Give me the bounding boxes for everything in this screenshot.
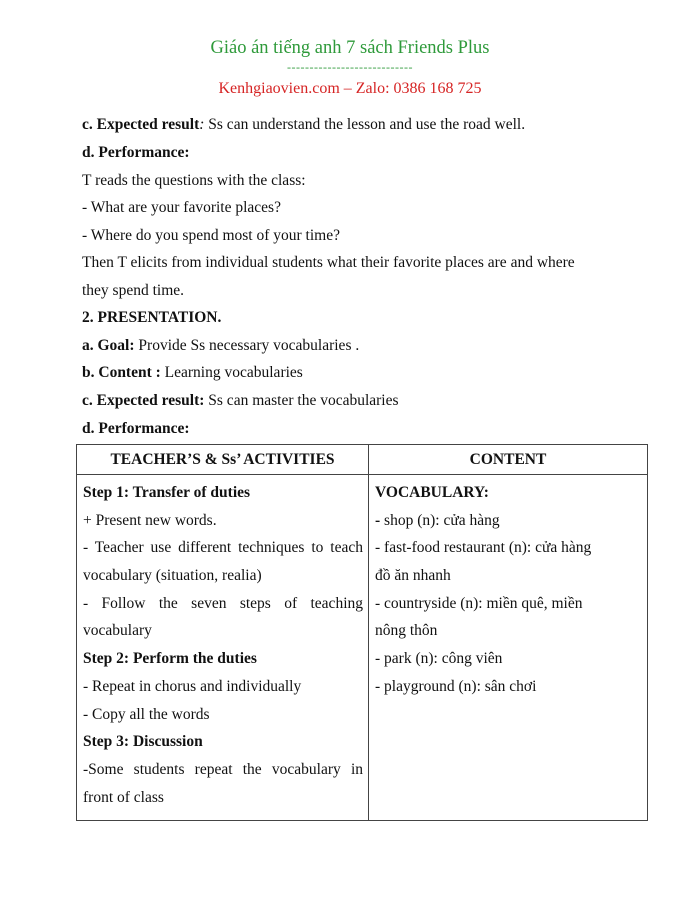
activity-line: - Repeat in chorus and individually xyxy=(83,677,302,695)
vocabulary-line: đồ ăn nhanh xyxy=(375,567,451,585)
header-content: CONTENT xyxy=(369,445,648,475)
activity-line: - Follow the seven steps of teaching xyxy=(83,594,363,612)
goal-line xyxy=(82,337,359,355)
content-text: Learning vocabularies xyxy=(160,364,303,381)
activities-table xyxy=(76,444,648,821)
vocabulary-bullet: - xyxy=(375,511,381,529)
elicit-line-2: they spend time. xyxy=(82,282,185,299)
activity-line: - Teacher use different techniques to teach xyxy=(83,539,363,557)
table-header-row xyxy=(77,445,648,475)
document-title: Giáo án tiếng anh 7 sách Friends Plus xyxy=(210,38,490,58)
expected-result-2 xyxy=(82,392,399,410)
activity-line: front of class xyxy=(83,788,164,806)
header-activities: TEACHER’S & Ss’ ACTIVITIES xyxy=(77,445,369,475)
activity-line: -Some students repeat the vocabulary in xyxy=(83,760,363,778)
performance-1-label: d. Performance: xyxy=(82,144,190,161)
activity-line: vocabulary (situation, realia) xyxy=(83,567,262,585)
vocabulary-text: shop (n): cửa hàng xyxy=(380,511,500,529)
activities-cell xyxy=(77,475,369,821)
vocabulary-line xyxy=(375,507,642,535)
title-divider: ---------------------------- xyxy=(287,60,413,74)
activity-line: - Copy all the words xyxy=(83,705,210,723)
vocabulary-line: VOCABULARY: xyxy=(375,484,489,501)
question-2: - Where do you spend most of your time? xyxy=(82,227,340,244)
expected-result-1-text: Ss can understand the lesson and use the road well. xyxy=(204,116,526,133)
elicit-line-1: Then T elicits from individual students what their favorite places are and where xyxy=(82,254,575,271)
goal-text: Provide Ss necessary vocabularies . xyxy=(134,337,360,354)
content-cell xyxy=(369,475,648,821)
goal-label: a. Goal: xyxy=(82,337,135,354)
expected-result-1-colon: : xyxy=(199,116,205,133)
activities-list xyxy=(83,479,363,811)
vocabulary-line: - park (n): công viên xyxy=(375,650,503,668)
question-1: - What are your favorite places? xyxy=(82,199,281,216)
table-row xyxy=(77,475,648,821)
expected-result-1 xyxy=(82,116,525,134)
contact-line: Kenhgiaovien.com – Zalo: 0386 168 725 xyxy=(218,80,482,97)
t-reads-line: T reads the questions with the class: xyxy=(82,172,306,189)
vocabulary-line: - fast-food restaurant (n): cửa hàng xyxy=(375,539,592,557)
content-list xyxy=(375,479,642,701)
expected-result-2-text: Ss can master the vocabularies xyxy=(204,392,399,409)
expected-result-2-label: c. Expected result: xyxy=(82,392,205,409)
presentation-heading: 2. PRESENTATION. xyxy=(82,309,222,326)
activity-line: + Present new words. xyxy=(83,511,217,529)
activity-line: Step 3: Discussion xyxy=(83,733,203,751)
expected-result-1-label: c. Expected result xyxy=(82,116,200,133)
vocabulary-line: - countryside (n): miền quê, miền xyxy=(375,594,583,612)
vocabulary-line: - playground (n): sân chơi xyxy=(375,677,537,695)
activity-line: Step 1: Transfer of duties xyxy=(83,484,251,501)
performance-2-label: d. Performance: xyxy=(82,420,190,437)
content-label: b. Content : xyxy=(82,364,161,381)
content-line xyxy=(82,364,303,382)
vocabulary-line: nông thôn xyxy=(375,622,438,640)
activity-line: Step 2: Perform the duties xyxy=(83,650,257,668)
activity-line: vocabulary xyxy=(83,622,152,640)
